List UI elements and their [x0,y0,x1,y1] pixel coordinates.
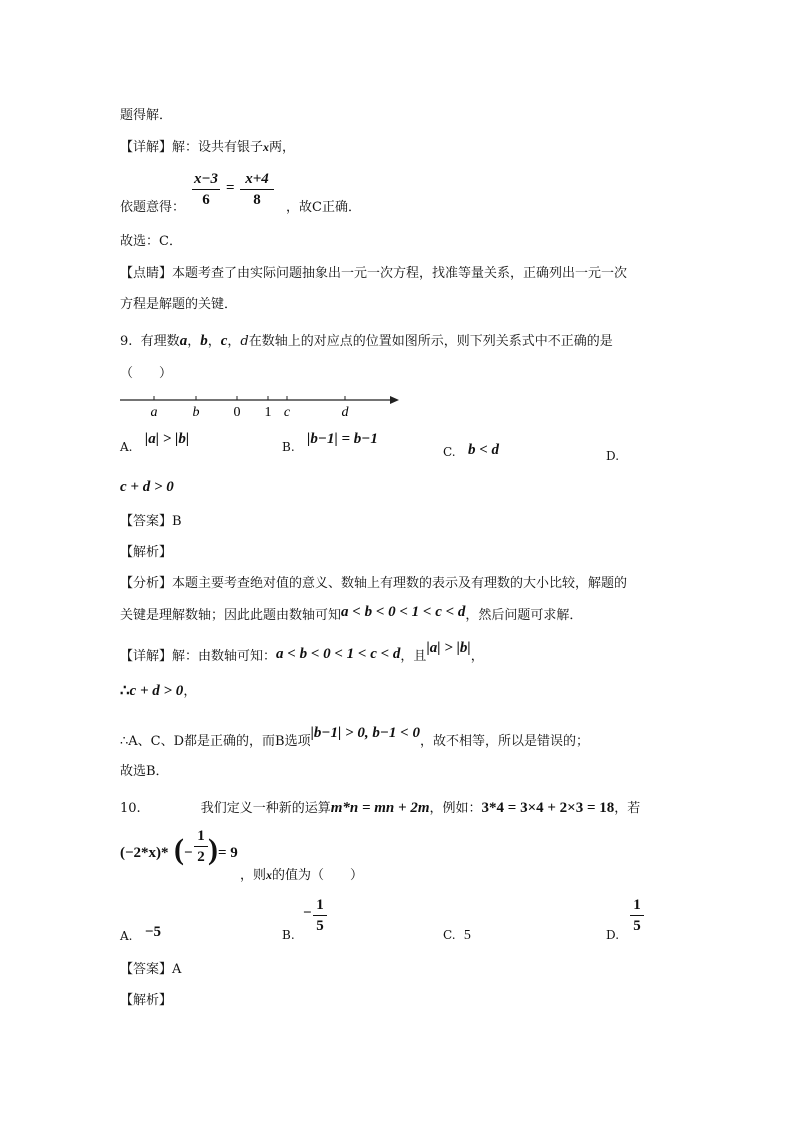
axis-arrow [390,396,399,404]
denominator: 6 [202,192,210,208]
stem-text: 我们定义一种新的运算 [200,801,331,816]
analysis-math: a < b < 0 < 1 < c < d [341,604,466,620]
fraction-bar [192,189,220,190]
label-0: 0 [233,405,241,420]
comment-line-2: 方程是解题的关键． [120,297,238,312]
fraction-bar [240,189,274,190]
option-d-letter [606,449,619,464]
analysis-title: 【解析】 [120,545,173,560]
denominator: 2 [197,849,205,865]
question-9-stem [120,330,613,350]
paren-close: ) [208,833,218,866]
detail-text: ，且 [400,649,427,664]
var-c: c [220,333,228,349]
label-d: d [341,405,349,420]
fraction-half [194,827,208,866]
detail-prefix: 【详解】解：设共有银子 [120,140,264,155]
stem-text: ，若 [614,801,641,816]
therefore-math: c + d > 0 [129,683,184,699]
fraction-bar [313,915,327,916]
eq-lead: 依题意得： [120,200,186,215]
therefore-line-1 [120,680,196,700]
condition-lhs: (−2*x)* [120,845,169,861]
numerator: 1 [633,897,641,913]
denominator: 8 [253,192,261,208]
detail-math: a < b < 0 < 1 < c < d [276,646,401,662]
condition-rhs: = 9 [218,845,238,861]
answer-bracket: （ ） [120,366,173,381]
option-letter: B. [282,440,295,454]
option-letter: D. [606,449,620,463]
tail-text: ，则 [240,868,267,883]
option-expr: |a| > |b| [144,431,190,447]
denominator: 5 [633,918,641,934]
eq-tail: ，故C正确． [286,200,361,215]
tail-text: 的值为（ ） [272,868,364,883]
option-expr: |b−1| = b−1 [307,431,378,447]
detail-line [120,136,295,155]
separator: ， [187,334,201,349]
therefore-math: |b−1| > 0, b−1 < 0 [310,725,420,741]
numerator: 1 [197,828,205,844]
answer-line: 【答案】A [120,962,182,977]
condition-neg: − [184,845,193,861]
numerator: x−3 [193,171,219,187]
label-b: b [192,405,200,420]
option-letter: A. [120,440,133,454]
fraction-bar [630,915,644,916]
option-expr: b < d [467,442,500,458]
therefore-line-2 [120,725,589,750]
choose-9-line: 故选B． [120,764,169,779]
answer-line: 【答案】B [120,514,182,529]
option-c [443,444,499,461]
therefore-symbol: ∴ [120,683,130,699]
option-a [120,924,161,945]
numerator: 1 [316,897,324,913]
fraction-bar [194,846,208,847]
option-b [282,431,378,456]
label-a: a [150,405,158,420]
therefore-text: ， [183,684,197,699]
comment-line-1: 【点睛】本题考查了由实际问题抽象出一元一次方程，找准等量关系，正确列出一元一次 [120,266,628,281]
label-c: c [283,405,291,420]
detail-9-line [120,640,484,665]
text-line: 题得解． [120,108,173,123]
option-expr: −5 [144,924,161,940]
option-d-expr: c + d > 0 [120,479,174,495]
option-a [120,431,190,456]
detail-text: 【详解】解：由数轴可知： [120,649,277,664]
option-letter: A. [120,929,133,943]
stem-text: 有理数 [140,334,180,349]
therefore-text: ，故不相等，所以是错误的； [419,734,589,749]
var-d: d [240,334,249,349]
question-number: 10. [120,801,141,816]
option-b-letter [282,928,295,943]
var-b: b [200,333,208,349]
var-x: x [263,140,270,154]
detail-suffix: 两， [269,140,296,155]
analysis-line-1: 【分析】本题主要考查绝对值的意义、数轴上有理数的表示及有理数的大小比较，解题的 [120,576,628,591]
option-b-neg: − [303,905,312,921]
option-letter: D. [606,928,620,942]
option-b-fraction [313,896,327,935]
detail-abs: |a| > |b| [426,640,471,656]
option-d-fraction [630,896,644,935]
stem-text: 在数轴上的对应点的位置如图所示，则下列关系式中不正确的是 [248,334,613,349]
analysis-text: ，然后问题可求解． [465,608,583,623]
choose-line: 故选：C． [120,234,182,249]
definition-math: m*n = mn + 2m [330,800,430,816]
paren-open: ( [174,833,184,866]
option-d-letter [606,928,619,943]
separator: ， [207,334,221,349]
number-line [118,388,402,420]
option-letter: C. [443,928,456,942]
option-expr: 5 [463,928,471,943]
var-a: a [179,333,188,349]
option-c [443,928,471,944]
var-x: x [266,868,273,882]
fraction-1 [192,170,220,209]
denominator: 5 [316,918,324,934]
analysis-text: 关键是理解数轴；因此此题由数轴可知 [120,608,342,623]
option-letter: B. [282,928,295,942]
therefore-text: ∴A、C、D都是正确的，而B选项 [120,734,311,749]
question-number: 9. [120,334,133,349]
label-1: 1 [264,405,272,420]
condition-tail [240,864,363,883]
numerator: x+4 [245,171,269,187]
option-letter: C. [443,445,456,459]
detail-text: ， [470,649,484,664]
separator: ， [227,334,241,349]
analysis-title: 【解析】 [120,993,173,1008]
question-10-stem [120,797,640,817]
stem-text: ，例如： [429,801,482,816]
example-math: 3*4 = 3×4 + 2×3 = 18 [481,800,615,816]
equals-sign: = [226,180,235,196]
fraction-2 [240,170,274,209]
analysis-line-2 [120,604,582,624]
